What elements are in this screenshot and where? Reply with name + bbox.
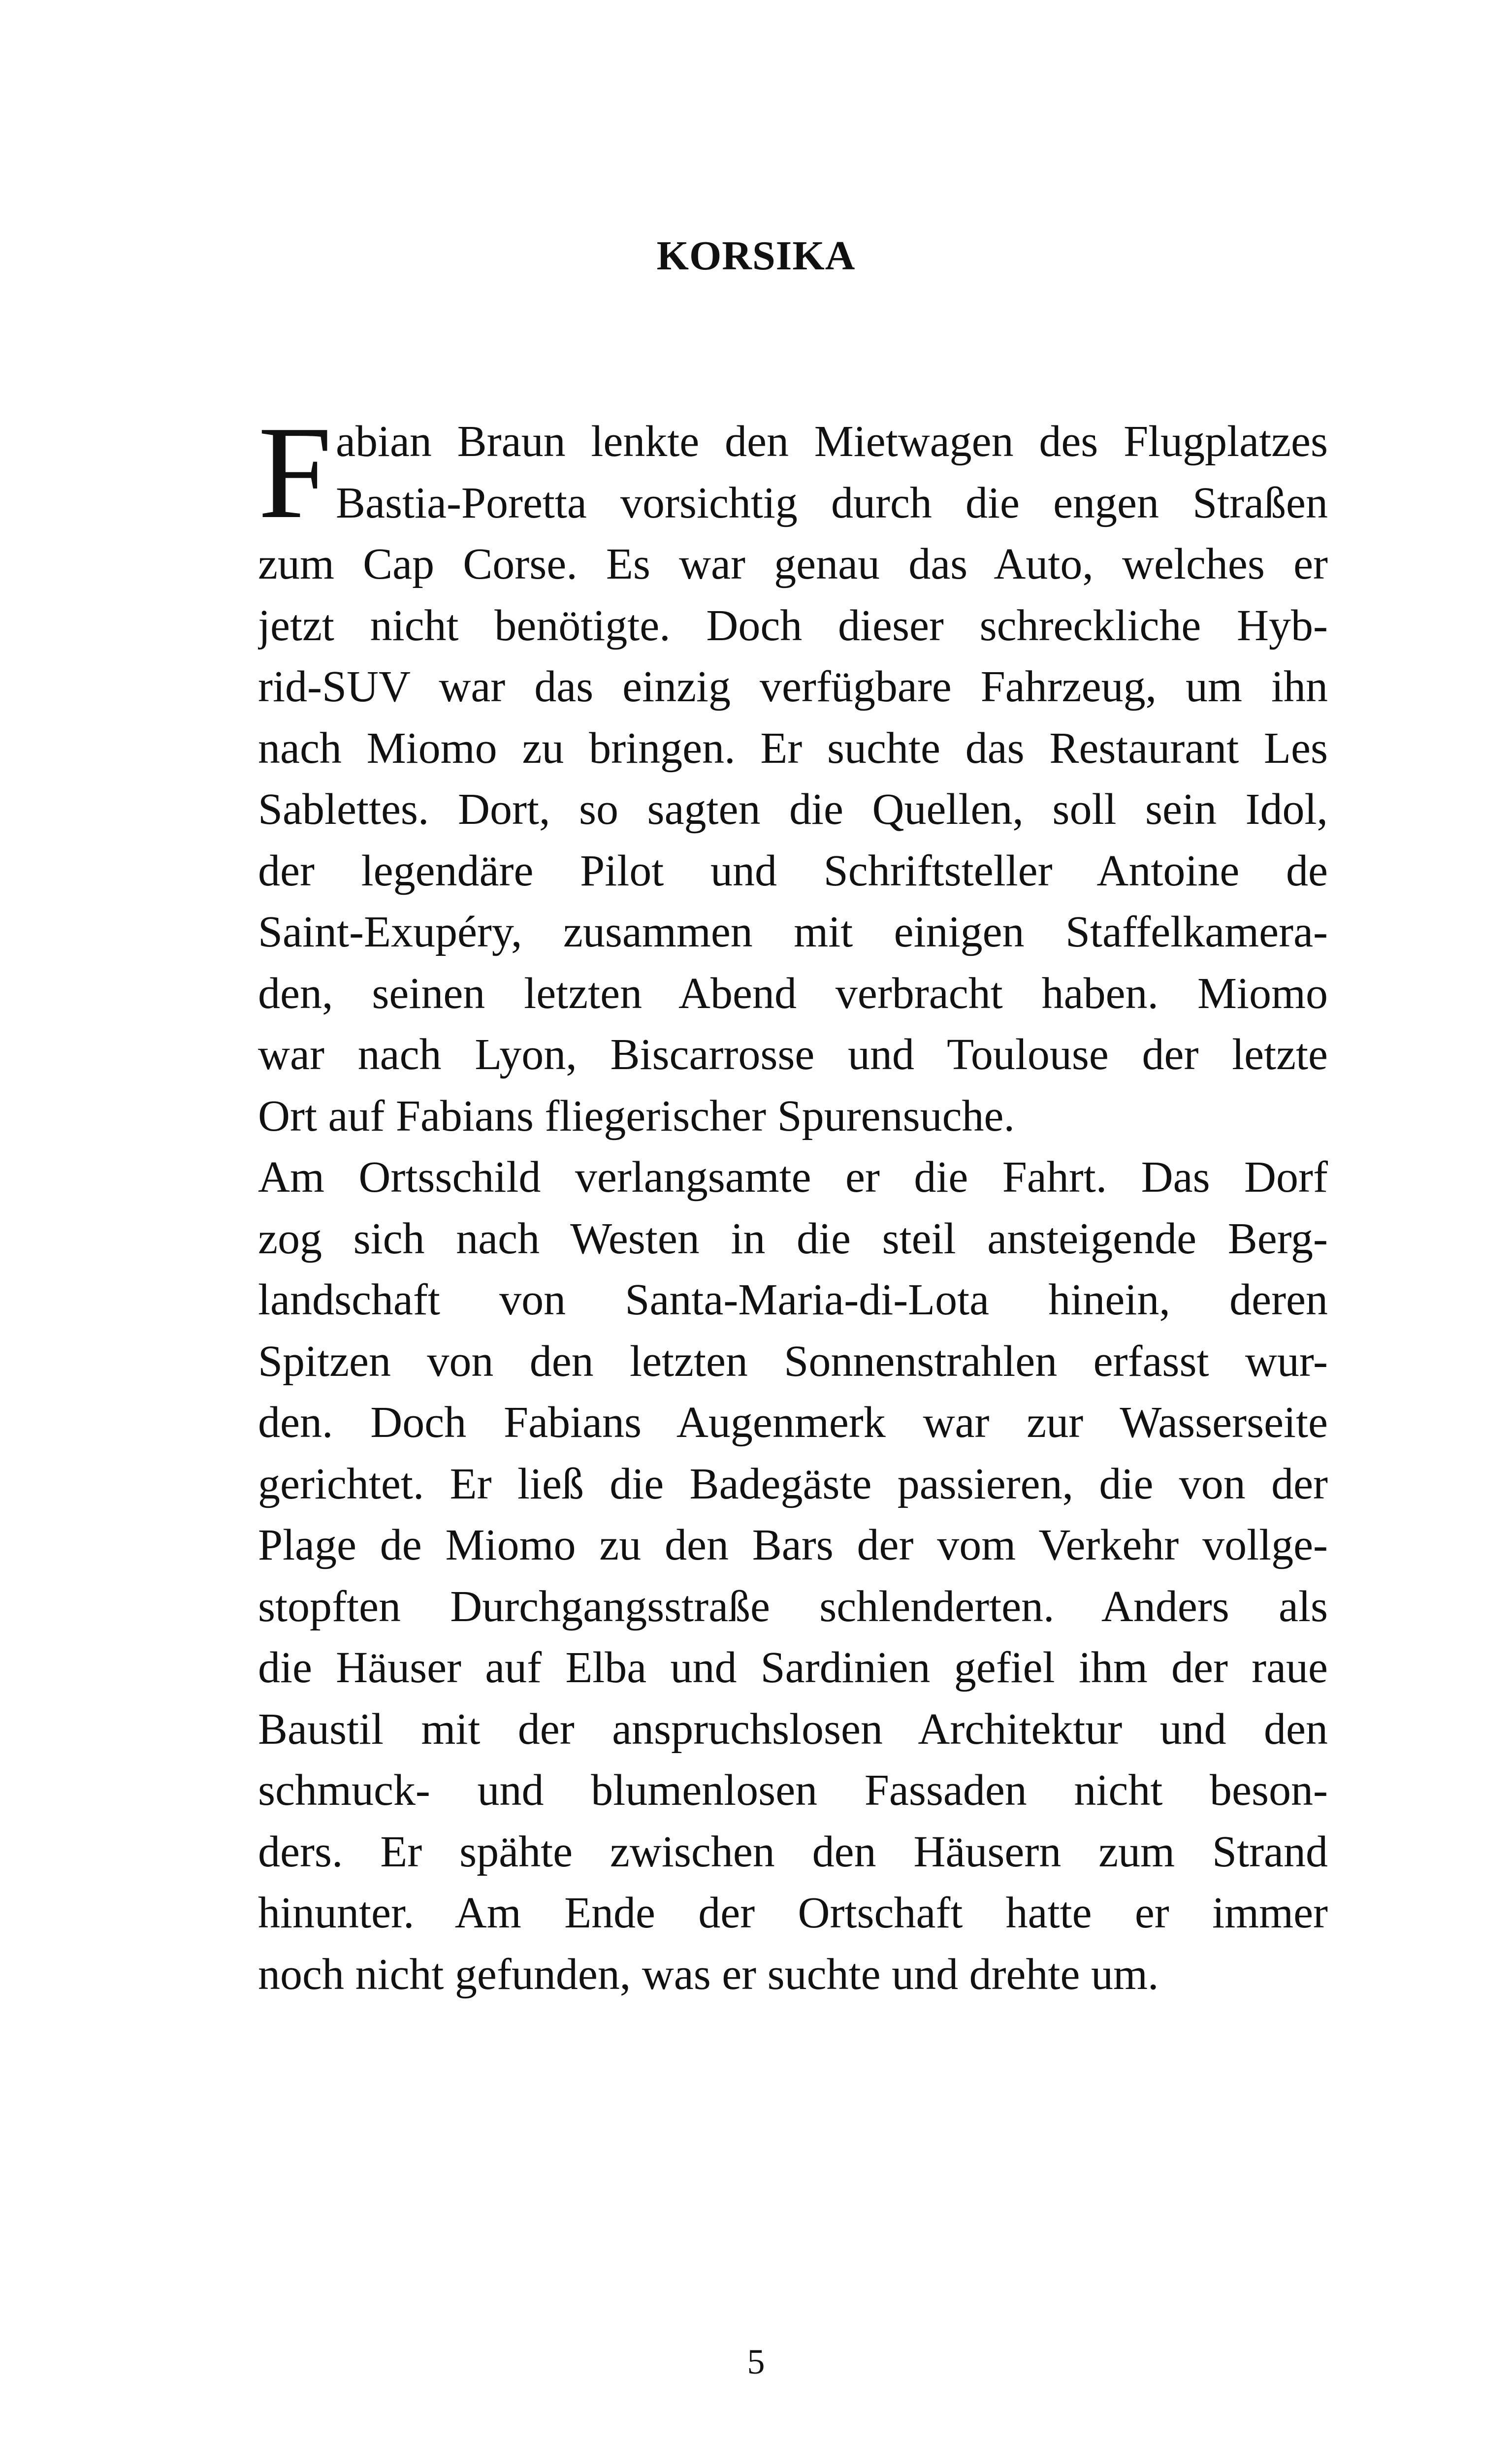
text-line: noch nicht gefunden, was er suchte und drehte um.	[258, 1950, 1159, 1999]
text-line: Sablettes. Dort, so sagten die Quellen, soll sein Idol,	[258, 785, 1328, 834]
text-line: Spitzen von den letzten Sonnenstrahlen erfasst wur-	[258, 1336, 1328, 1386]
text-line: ders. Er spähte zwischen den Häusern zum Strand	[258, 1827, 1328, 1876]
text-line: der legendäre Pilot und Schriftsteller Antoine de	[258, 846, 1328, 895]
text-line: rid-SUV war das einzig verfügbare Fahrzeug, um ihn	[258, 662, 1328, 711]
chapter-title: KORSIKA	[656, 233, 856, 279]
text-line: Ort auf Fabians fliegerischer Spurensuche.	[258, 1091, 1015, 1140]
drop-cap: F	[258, 399, 332, 546]
text-line: Plage de Miomo zu den Bars der vom Verkehr vollge-	[258, 1521, 1328, 1569]
text-line: jetzt nicht benötigte. Doch dieser schreckliche Hyb-	[258, 601, 1328, 650]
text-line: zog sich nach Westen in die steil ansteigende Berg-	[258, 1214, 1328, 1263]
chapter-body	[258, 399, 1328, 2005]
text-line: abian Braun lenkte den Mietwagen des Flugplatzes	[336, 417, 1328, 466]
text-line: war nach Lyon, Biscarrosse und Toulouse der letzte	[258, 1030, 1328, 1079]
text-line: gerichtet. Er ließ die Badegäste passieren, die von der	[258, 1459, 1328, 1508]
text-line: stopften Durchgangsstraße schlenderten. Anders als	[258, 1582, 1328, 1631]
text-line: Bastia-Poretta vorsichtig durch die engen Straßen	[336, 478, 1328, 527]
text-line: zum Cap Corse. Es war genau das Auto, welches er	[258, 540, 1328, 588]
text-line: nach Miomo zu bringen. Er suchte das Restaurant Les	[258, 723, 1328, 773]
text-line: Baustil mit der anspruchslosen Architektur und den	[258, 1704, 1328, 1754]
text-line: den. Doch Fabians Augenmerk war zur Wasserseite	[258, 1398, 1328, 1447]
text-line: landschaft von Santa-Maria-di-Lota hinein, deren	[258, 1275, 1328, 1324]
text-line: hinunter. Am Ende der Ortschaft hatte er immer	[258, 1889, 1328, 1937]
text-line: Am Ortsschild verlangsamte er die Fahrt. Das Dorf	[258, 1153, 1328, 1202]
text-line: Saint-Exupéry, zusammen mit einigen Staffelkamera-	[258, 908, 1328, 956]
text-line: die Häuser auf Elba und Sardinien gefiel ihm der raue	[258, 1643, 1328, 1692]
text-line: schmuck- und blumenlosen Fassaden nicht beson-	[258, 1766, 1328, 1815]
text-line: den, seinen letzten Abend verbracht haben. Miomo	[258, 969, 1328, 1018]
page-number: 5	[747, 2342, 765, 2381]
